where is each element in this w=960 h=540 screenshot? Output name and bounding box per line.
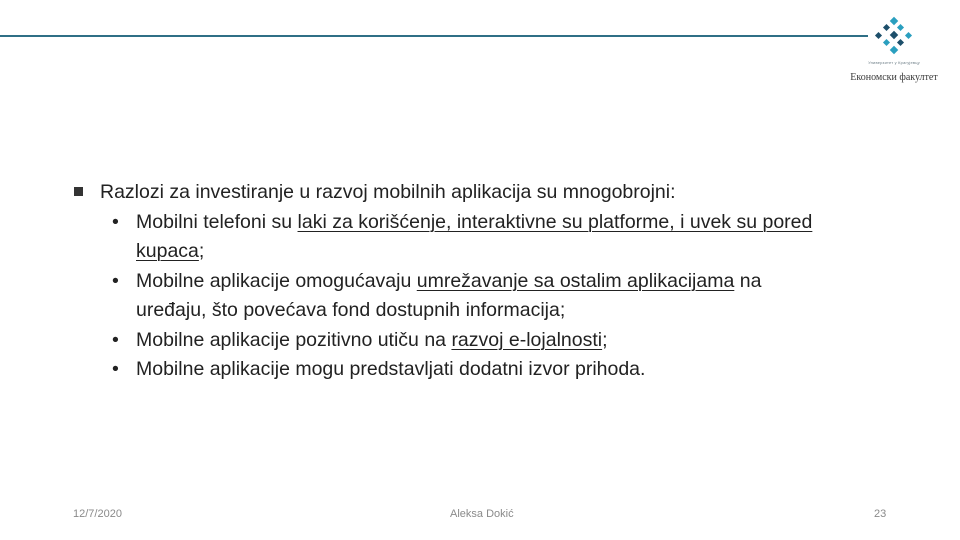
- list-item: [74, 208, 816, 267]
- header-rule: [0, 35, 868, 37]
- list-item-text: na uređaju, što povećava fond dostupnih informacija;: [136, 269, 762, 321]
- list-item: [74, 267, 816, 326]
- logo-dot: [897, 39, 904, 46]
- logo-dot: [890, 17, 898, 25]
- square-bullet-icon: [74, 187, 83, 196]
- bullet-icon: •: [112, 328, 119, 351]
- faculty-logo: [848, 10, 940, 90]
- bullet-icon: •: [112, 358, 119, 380]
- list-item: [74, 355, 816, 385]
- underlined-phrase: razvoj e-lojalnosti: [451, 328, 603, 351]
- bullet-icon: •: [112, 210, 119, 233]
- list-item-text: Mobilne aplikacije omogućavaju: [136, 269, 417, 292]
- underlined-phrase: laki za korišćenje, interaktivne su platforme, i uvek su pored kupaca: [136, 210, 813, 262]
- logo-dot: [890, 31, 898, 39]
- logo-dot: [883, 39, 890, 46]
- logo-dot: [883, 24, 890, 31]
- list-item-text: Mobilne aplikacije mogu predstavljati dodatni izvor prihoda.: [136, 358, 646, 380]
- list-item-text: ;: [602, 328, 608, 351]
- logo-faculty-text: Економски факултет: [850, 72, 938, 83]
- list-item: [74, 326, 816, 356]
- logo-university-text: Универзитет у Крагујевцу: [868, 60, 920, 65]
- underlined-phrase: umrežavanje sa ostalim aplikacijama: [416, 269, 735, 292]
- footer-date: 12/7/2020: [73, 508, 122, 520]
- logo-dot: [890, 46, 898, 54]
- logo-dot: [897, 24, 904, 31]
- list-item-text: Mobilni telefoni su: [136, 210, 298, 233]
- bullet-icon: •: [112, 269, 119, 292]
- logo-dot: [875, 32, 882, 39]
- logo-dot: [905, 32, 912, 39]
- slide-body: [74, 178, 854, 385]
- main-point: [74, 178, 854, 208]
- list-item-text: Mobilne aplikacije pozitivno utiču na: [136, 328, 452, 351]
- main-point-text: Razlozi za investiranje u razvoj mobilnih aplikacija su mnogobrojni:: [100, 181, 676, 203]
- footer-author: Aleksa Dokić: [450, 508, 514, 520]
- list-item-text: ;: [198, 240, 205, 262]
- dot-cross-logo-icon: [872, 16, 916, 60]
- page-number: 23: [874, 508, 887, 520]
